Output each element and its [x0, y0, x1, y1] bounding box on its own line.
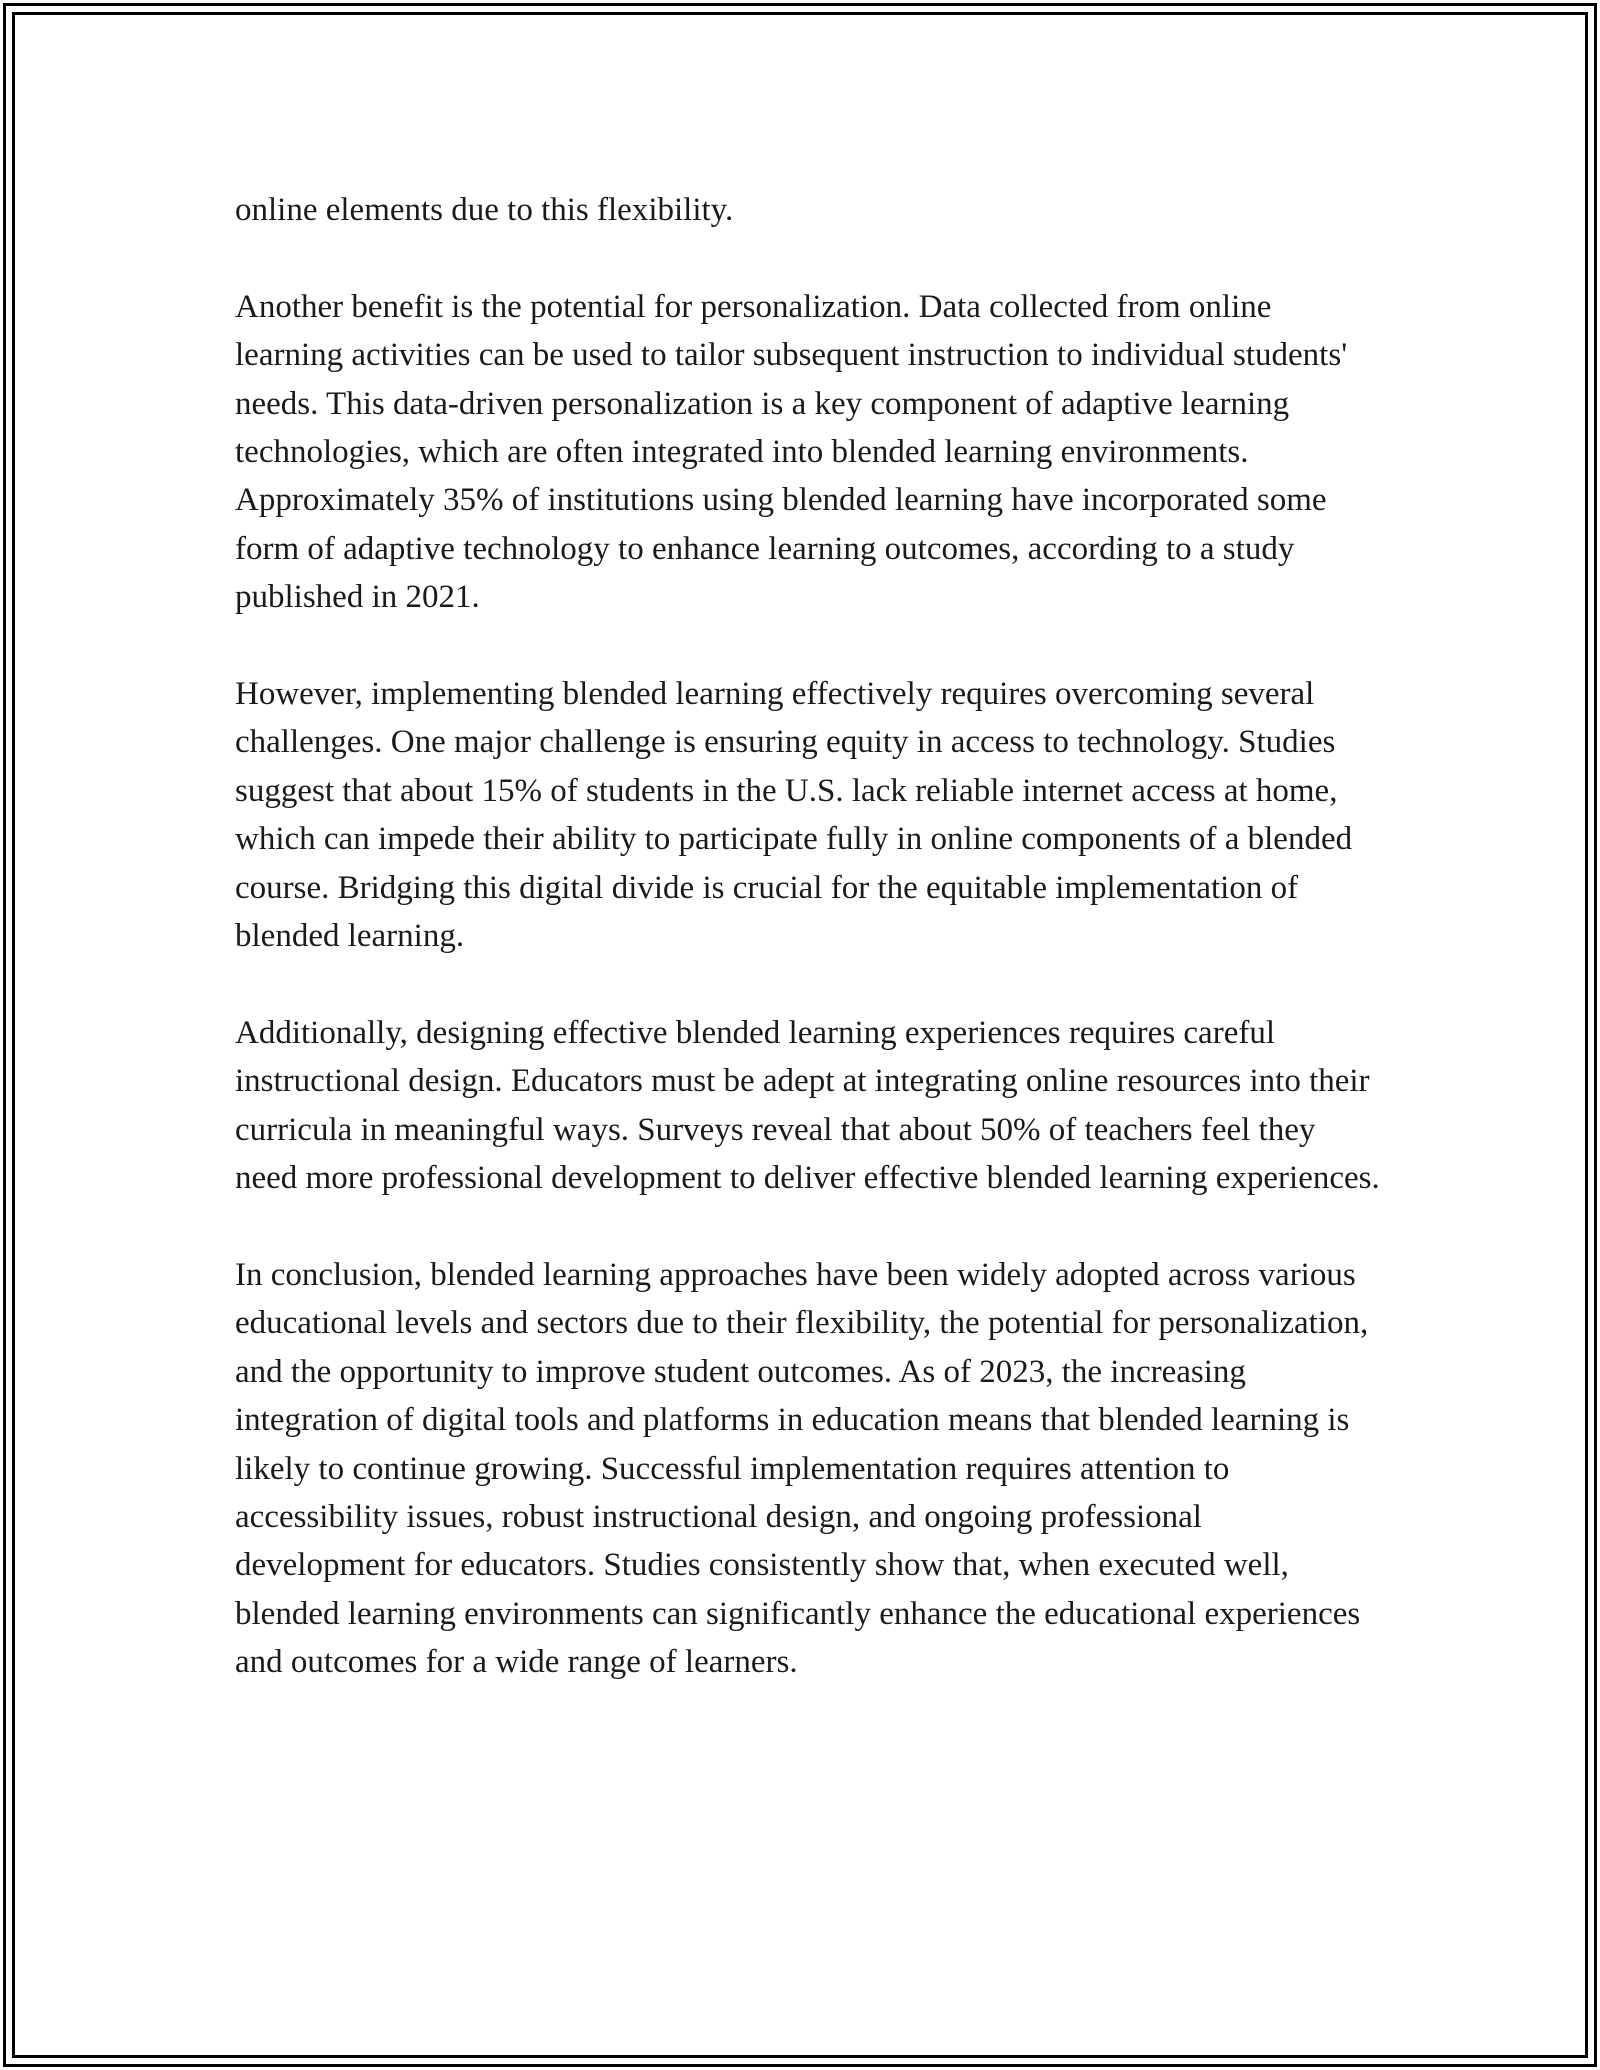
paragraph-continuation: online elements due to this flexibility.	[235, 192, 734, 228]
document-body	[235, 186, 1380, 1687]
paragraph-conclusion: In conclusion, blended learning approaches have been widely adopted across various educational levels and sectors due to their flexibility, the potential for personalization, and the opportunity to improve student outcomes. As of 2023, the increasing integration of digital tools and platforms in education means that blended learning is likely to continue growing. Successful implementation requires attention to accessibility issues, robust instructional design, and ongoing professional development for educators. Studies consistently show that, when executed well, blended learning environments can significantly enhance the educational experiences and outcomes for a wide range of learners.	[235, 1256, 1369, 1681]
paragraph-personalization: Another benefit is the potential for personalization. Data collected from online learning activities can be used to tailor subsequent instruction to individual students' needs. This data-driven personalization is a key component of adaptive learning technologies, which are often integrated into blended learning environments. Approximately 35% of institutions using blended learning have incorporated some form of adaptive technology to enhance learning outcomes, according to a study published in 2021.	[235, 288, 1348, 616]
paragraph-challenges-equity: However, implementing blended learning effectively requires overcoming several challenges. One major challenge is ensuring equity in access to technology. Studies suggest that about 15% of students in the U.S. lack reliable internet access at home, which can impede their ability to participate fully in online components of a blended course. Bridging this digital divide is crucial for the equitable implementation of blended learning.	[235, 676, 1353, 955]
paragraph-instructional-design: Additionally, designing effective blended learning experiences requires careful instructional design. Educators must be adept at integrating online resources into their curricula in meaningful ways. Surveys reveal that about 50% of teachers feel they need more professional development to deliver effective blended learning experiences.	[235, 1014, 1380, 1197]
